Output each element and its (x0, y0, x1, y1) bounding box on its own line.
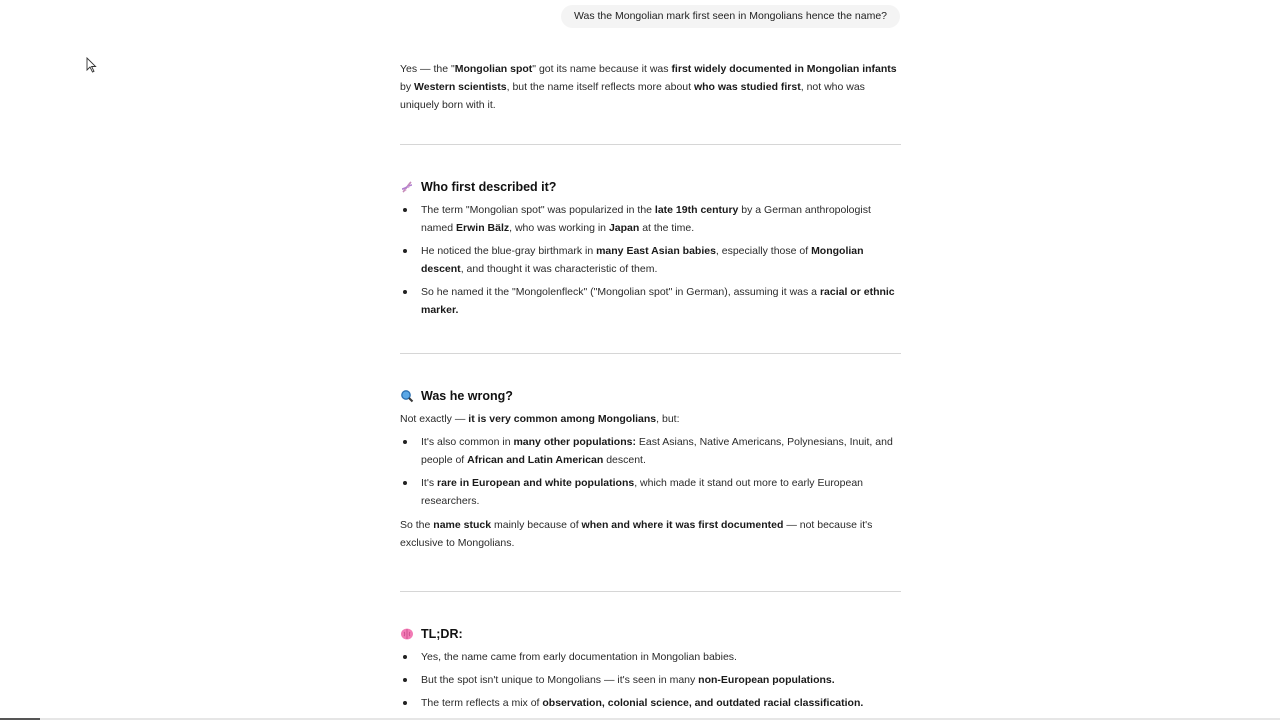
section-tldr (400, 625, 902, 717)
text-run: " got its name because it was (532, 63, 672, 75)
bullet-list (400, 201, 902, 319)
list-item (400, 648, 902, 666)
text-run: So he named it the "Mongolenfleck" ("Mongolian spot" in German), assuming it was a (421, 286, 820, 298)
text-run: , who was working in (509, 222, 609, 234)
list-item (400, 433, 902, 469)
bold-text: observation, colonial science, and outdated racial classification. (542, 697, 864, 709)
bullet-list (400, 433, 902, 510)
section-lead (400, 410, 902, 428)
section-conclusion (400, 516, 902, 552)
text-run: at the time. (639, 222, 695, 234)
bold-text: first widely documented in Mongolian infants (671, 63, 897, 75)
text-run: , and thought it was characteristic of them. (460, 263, 658, 275)
text-run: by a German anthropologist named (421, 204, 871, 234)
user-message-bubble: Was the Mongolian mark first seen in Mongolians hence the name? (561, 5, 900, 28)
bold-text: Mongolian spot (454, 63, 533, 75)
text-run: He noticed the blue-gray birthmark in (421, 245, 597, 257)
section-heading (400, 625, 902, 643)
bold-text: Western scientists (414, 81, 507, 93)
list-item (400, 671, 902, 689)
text-run: mainly because of (491, 519, 582, 531)
bold-text: racial or ethnic marker. (421, 286, 895, 316)
text-run: descent. (603, 454, 646, 466)
bold-text: Erwin Bälz (456, 222, 510, 234)
section-title: TL;DR: (421, 627, 463, 641)
mouse-cursor-icon (86, 57, 98, 73)
intro-paragraph (400, 60, 902, 114)
text-run: Not exactly — (400, 413, 469, 425)
text-run: , but: (656, 413, 680, 425)
text-run: Yes, the name came from early documentation in Mongolian babies. (421, 651, 737, 663)
section-heading (400, 178, 902, 196)
divider (400, 144, 901, 145)
text-run: But the spot isn't unique to Mongolians — it's seen in many (421, 674, 699, 686)
bold-text: late 19th century (654, 204, 739, 216)
text-run: by (400, 81, 415, 93)
text-run: It's (421, 477, 438, 489)
bold-text: who was studied first (693, 81, 801, 93)
list-item (400, 474, 902, 510)
section-was-he-wrong (400, 387, 902, 552)
text-run: — not because it's exclusive to Mongolians. (400, 519, 873, 549)
section-heading (400, 387, 902, 405)
bold-text: non-European populations. (698, 674, 835, 686)
text-run: , not who was uniquely born with it. (400, 81, 865, 111)
section-title: Was he wrong? (421, 389, 513, 403)
bold-text: many other populations: (513, 436, 636, 448)
text-run: , but the name itself reflects more about (506, 81, 694, 93)
text-run: , especially those of (715, 245, 812, 257)
bold-text: name stuck (433, 519, 492, 531)
text-run: East Asians, Native Americans, Polynesians, Inuit, and people of (421, 436, 893, 466)
divider (400, 353, 901, 354)
assistant-answer-intro (400, 60, 902, 114)
text-run: Yes — the " (400, 63, 455, 75)
bold-text: Mongolian descent (421, 245, 864, 275)
text-run: So the (400, 519, 434, 531)
divider (400, 591, 901, 592)
dna-icon (400, 180, 414, 194)
text-run: It's also common in (421, 436, 514, 448)
bold-text: it is very common among Mongolians (468, 413, 657, 425)
section-title: Who first described it? (421, 180, 557, 194)
list-item (400, 201, 902, 237)
list-item (400, 694, 902, 712)
list-item (400, 283, 902, 319)
text-run: The term "Mongolian spot" was popularized in the (421, 204, 655, 216)
magnifier-icon (400, 389, 414, 403)
text-run: The term reflects a mix of (421, 697, 543, 709)
bold-text: when and where it was first documented (581, 519, 784, 531)
brain-icon (400, 627, 414, 641)
bold-text: rare in European and white populations (437, 477, 635, 489)
bold-text: many East Asian babies (596, 245, 716, 257)
bold-text: Japan (608, 222, 640, 234)
list-item (400, 242, 902, 278)
text-run: , which made it stand out more to early European researchers. (421, 477, 864, 507)
section-who-first-described (400, 178, 902, 324)
bullet-list (400, 648, 902, 712)
bold-text: African and Latin American (467, 454, 604, 466)
